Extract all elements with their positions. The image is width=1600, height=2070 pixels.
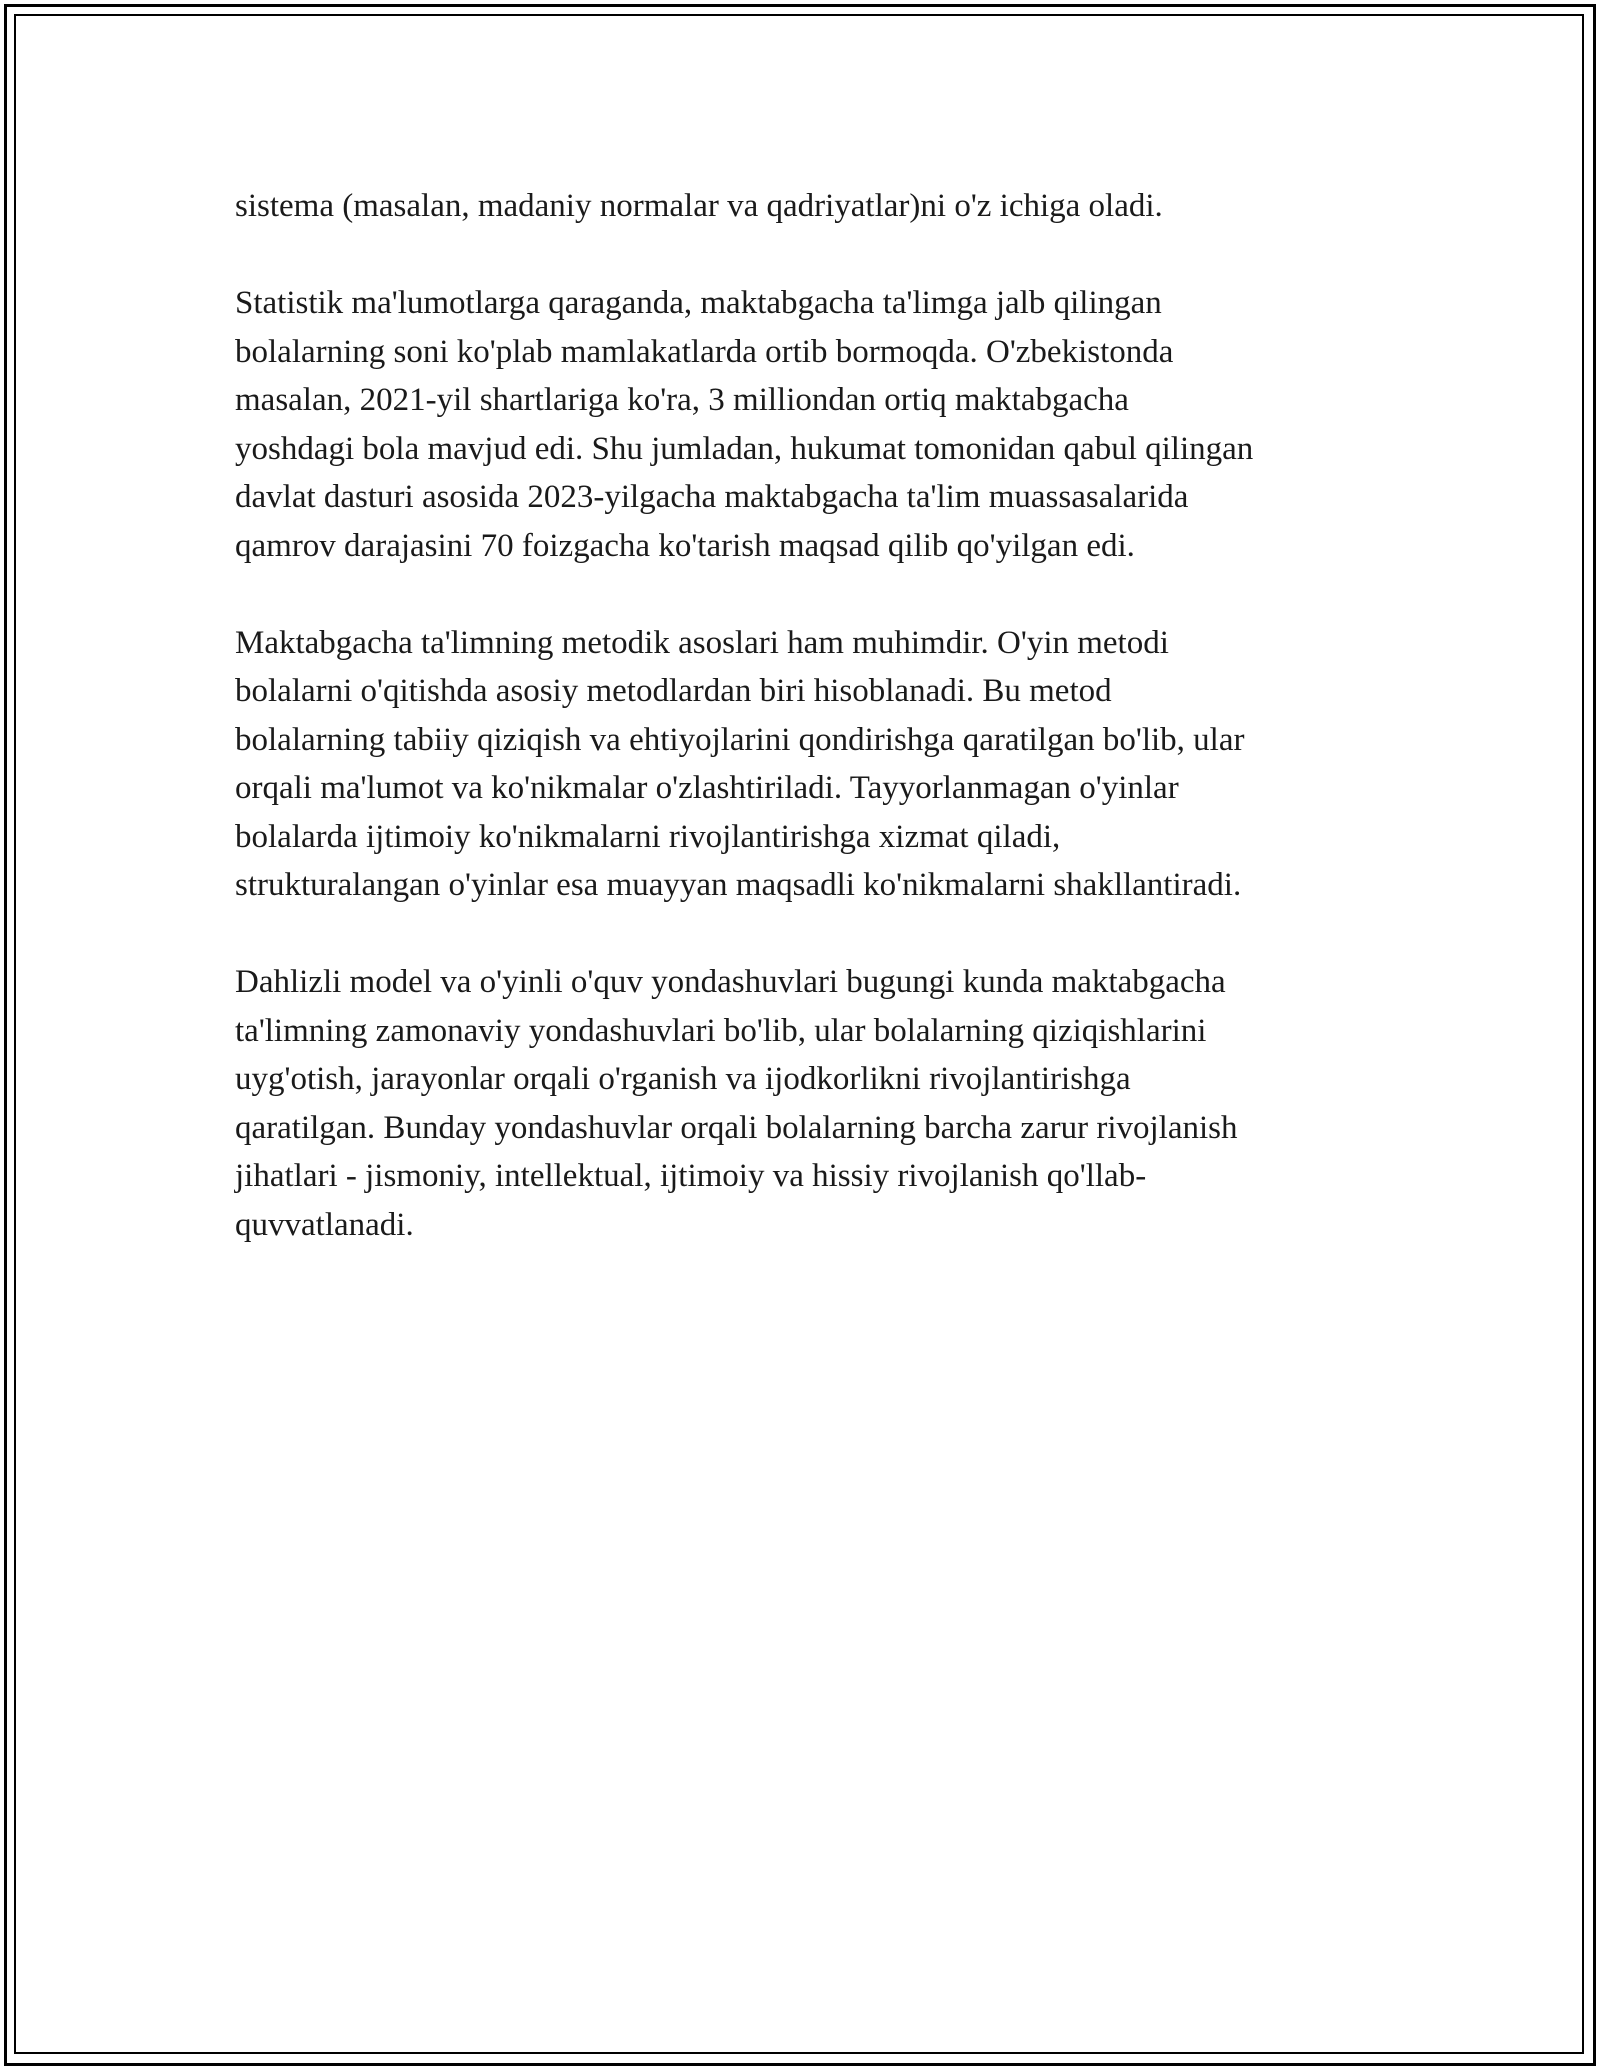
paragraph-3 xyxy=(235,619,1380,910)
text-line: Maktabgacha ta'limning metodik asoslari ham muhimdir. O'yin metodi xyxy=(235,624,1169,661)
text-line: davlat dasturi asosida 2023-yilgacha maktabgacha ta'lim muassasalarida xyxy=(235,479,1189,515)
text-line: masalan, 2021-yil shartlariga ko'ra, 3 milliondan ortiq maktabgacha xyxy=(235,382,1129,418)
paragraph-4 xyxy=(235,958,1380,1249)
text-line: qamrov darajasini 70 foizgacha ko'tarish maqsad qilib qo'yilgan edi. xyxy=(235,527,1135,564)
text-line: bolalarning tabiiy qiziqish va ehtiyojlarini qondirishga qaratilgan bo'lib, ular xyxy=(235,721,1245,758)
text-line: ta'limning zamonaviy yondashuvlari bo'lib, ular bolalarning qiziqishlarini xyxy=(235,1012,1207,1049)
page-body xyxy=(235,182,1380,1298)
text-line: quvvatlanadi. xyxy=(235,1206,414,1243)
paragraph-2 xyxy=(235,279,1380,570)
text-line: sistema (masalan, madaniy normalar va qadriyatlar)ni o'z ichiga oladi. xyxy=(235,188,1163,224)
text-line: strukturalangan o'yinlar esa muayyan maqsadli ko'nikmalarni shakllantiradi. xyxy=(235,867,1242,903)
text-line: bolalarda ijtimoiy ko'nikmalarni rivojlantirishga xizmat qiladi, xyxy=(235,818,1061,855)
text-line: qaratilgan. Bunday yondashuvlar orqali bolalarning barcha zarur rivojlanish xyxy=(235,1109,1238,1146)
text-line: bolalarning soni ko'plab mamlakatlarda ortib bormoqda. O'zbekistonda xyxy=(235,333,1174,370)
text-line: Statistik ma'lumotlarga qaraganda, maktabgacha ta'limga jalb qilingan xyxy=(235,285,1162,321)
text-line: orqali ma'lumot va ko'nikmalar o'zlashtiriladi. Tayyorlanmagan o'yinlar xyxy=(235,770,1179,806)
text-line: yoshdagi bola mavjud edi. Shu jumladan, hukumat tomonidan qabul qilingan xyxy=(235,430,1254,467)
text-line: Dahlizli model va o'yinli o'quv yondashuvlari bugungi kunda maktabgacha xyxy=(235,964,1226,1000)
text-line: uyg'otish, jarayonlar orqali o'rganish va ijodkorlikni rivojlantirishga xyxy=(235,1061,1131,1097)
text-line: jihatlari - jismoniy, intellektual, ijtimoiy va hissiy rivojlanish qo'llab- xyxy=(235,1158,1147,1194)
text-line: bolalarni o'qitishda asosiy metodlardan biri hisoblanadi. Bu metod xyxy=(235,673,1112,709)
paragraph-1 xyxy=(235,182,1380,231)
